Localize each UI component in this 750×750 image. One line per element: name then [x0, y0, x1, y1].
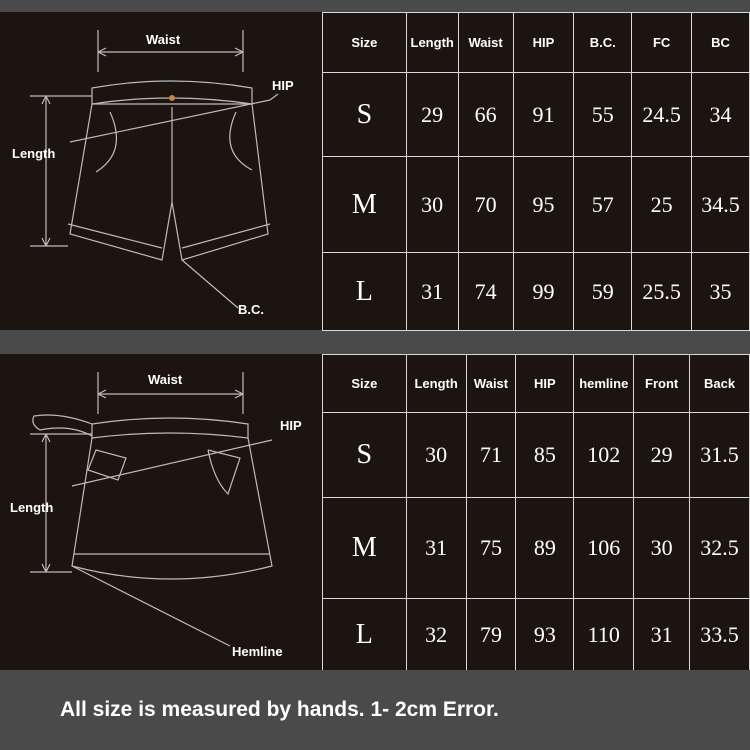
hemline-cell: 106 — [574, 498, 634, 599]
header-cell: Waist — [466, 355, 516, 413]
header-cell: HIP — [513, 13, 574, 73]
size-cell: M — [323, 498, 407, 599]
header-cell: HIP — [516, 355, 574, 413]
footer-bar — [0, 670, 750, 750]
bc-cell: 55 — [574, 73, 632, 157]
header-cell: Back — [690, 355, 750, 413]
fc-cell: 25 — [632, 157, 692, 253]
size-cell: L — [323, 253, 407, 331]
header-cell: Waist — [458, 13, 513, 73]
header-cell: Size — [323, 13, 407, 73]
back-cell: 34.5 — [692, 157, 750, 253]
waist-label: Waist — [146, 32, 181, 47]
hemline-label: Hemline — [232, 644, 283, 659]
table-row — [323, 498, 750, 599]
waist-cell: 70 — [458, 157, 513, 253]
skort-size-panel — [0, 354, 750, 670]
waist-cell: 79 — [466, 599, 516, 671]
size-cell: L — [323, 599, 407, 671]
waist-cell: 66 — [458, 73, 513, 157]
table-header-row — [323, 355, 750, 413]
measurement-note: All size is measured by hands. 1- 2cm Error. — [60, 698, 499, 721]
table-row — [323, 157, 750, 253]
length-cell: 30 — [406, 413, 466, 498]
hip-cell: 99 — [513, 253, 574, 331]
hemline-cell: 102 — [574, 413, 634, 498]
header-cell: Front — [634, 355, 690, 413]
length-cell: 31 — [406, 253, 458, 331]
front-cell: 29 — [634, 413, 690, 498]
header-cell: hemline — [574, 355, 634, 413]
table-row — [323, 599, 750, 671]
waist-label: Waist — [148, 372, 183, 387]
waist-cell: 75 — [466, 498, 516, 599]
header-cell: B.C. — [574, 13, 632, 73]
shorts-sketch — [0, 12, 322, 330]
length-cell: 31 — [406, 498, 466, 599]
table-row — [323, 413, 750, 498]
length-label: Length — [10, 500, 54, 515]
hip-label: HIP — [272, 78, 294, 93]
skort-size-table — [322, 354, 750, 671]
shorts-size-panel — [0, 12, 750, 330]
shorts-diagram — [0, 12, 322, 330]
bc-label: B.C. — [238, 302, 264, 317]
bc-cell: 57 — [574, 157, 632, 253]
length-cell: 30 — [406, 157, 458, 253]
size-cell: S — [323, 73, 407, 157]
header-cell: Length — [406, 355, 466, 413]
size-cell: M — [323, 157, 407, 253]
back-cell: 32.5 — [690, 498, 750, 599]
size-cell: S — [323, 413, 407, 498]
front-cell: 30 — [634, 498, 690, 599]
hip-cell: 85 — [516, 413, 574, 498]
skort-diagram — [0, 354, 322, 670]
fc-cell: 24.5 — [632, 73, 692, 157]
header-cell: BC — [692, 13, 750, 73]
length-cell: 29 — [406, 73, 458, 157]
table-row — [323, 253, 750, 331]
header-cell: FC — [632, 13, 692, 73]
back-cell: 35 — [692, 253, 750, 331]
table-row — [323, 73, 750, 157]
fc-cell: 25.5 — [632, 253, 692, 331]
hip-label: HIP — [280, 418, 302, 433]
back-cell: 34 — [692, 73, 750, 157]
hip-cell: 91 — [513, 73, 574, 157]
length-label: Length — [12, 146, 56, 161]
front-cell: 31 — [634, 599, 690, 671]
hemline-cell: 110 — [574, 599, 634, 671]
header-cell: Length — [406, 13, 458, 73]
bc-cell: 59 — [574, 253, 632, 331]
table-header-row — [323, 13, 750, 73]
waist-cell: 74 — [458, 253, 513, 331]
hip-cell: 95 — [513, 157, 574, 253]
waist-cell: 71 — [466, 413, 516, 498]
hip-cell: 89 — [516, 498, 574, 599]
back-cell: 31.5 — [690, 413, 750, 498]
length-cell: 32 — [406, 599, 466, 671]
hip-cell: 93 — [516, 599, 574, 671]
header-cell: Size — [323, 355, 407, 413]
shorts-size-table — [322, 12, 750, 331]
back-cell: 33.5 — [690, 599, 750, 671]
